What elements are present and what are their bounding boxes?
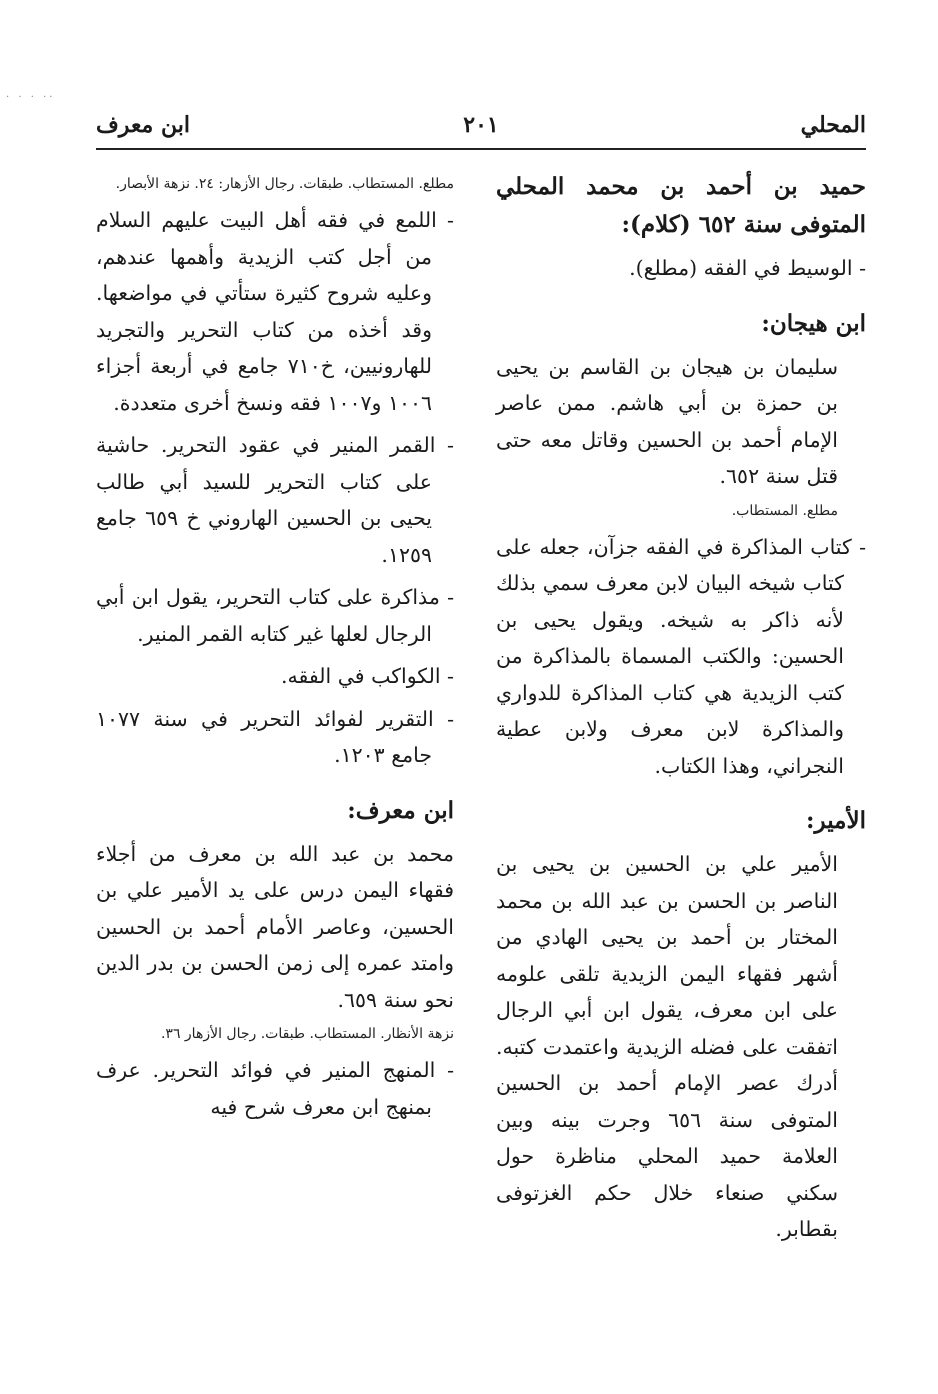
header-right-title: المحلي bbox=[800, 112, 866, 138]
book-item-luma: - اللمع في فقه أهل البيت عليهم السلام من أجل كتب الزيدية وأهمها عندهم، وعليه شروح كثيرة ستأتي في مواضعها. وقد أخذه من كتاب التحرير والتجريد للهارونيين، خ٧١٠ جامع في أربعة أجزاء ١٠٠٦ و١٠٠٧ فقه ونسخ أخرى متعددة. bbox=[96, 208, 454, 415]
book-item-qamar-munir: - القمر المنير في عقود التحرير. حاشية على كتاب التحرير للسيد أبي طالب يحيى بن الحسين الهاروني خ ٦٥٩ جامع ١٢٥٩. bbox=[96, 433, 454, 567]
entry-heading-ibn-hayjan: ابن هيجان: bbox=[761, 309, 866, 337]
header-rule bbox=[96, 148, 866, 150]
bio-amir: الأمير علي بن الحسين بن يحيى بن الناصر بن الحسن بن عبد الله بن محمد المختار بن أحمد بن يحيى الهادي من أشهر فقهاء اليمن الزيدية تلقى علومه على ابن معرف، يقول ابن أبي الرجال اتفقت على فضله الزيدية واعتمدت كتبه. أدرك عصر الإمام أحمد بن الحسين المتوفى سنة ٦٥٦ وجرت بينه وبين العلامة حميد المحلي مناظرة حول سكني صنعاء خلال حكم الغزتوفى بقطابر. bbox=[496, 852, 838, 1241]
book-item-taqrir: - التقرير لفوائد التحرير في سنة ١٠٧٧ جامع ١٢٠٣. bbox=[96, 706, 454, 767]
running-header bbox=[96, 112, 866, 146]
book-item-wasit: - الوسيط في الفقه (مطلع). bbox=[629, 256, 866, 280]
bio-ibn-muarraf: محمد بن عبد الله بن معرف من أجلاء فقهاء اليمن درس على يد الأمير علي بن الحسين، وعاصر الأمام أحمد بن الحسين وامتد عمره إلى زمن الحسن بن بدر الدين نحو سنة ٦٥٩. bbox=[96, 841, 454, 1012]
page-number: ٢٠١ bbox=[463, 112, 499, 138]
header-left-title: ابن معرف bbox=[96, 112, 190, 138]
right-column bbox=[496, 168, 866, 1248]
left-column bbox=[96, 168, 454, 1125]
entry-heading-amir: الأمير: bbox=[806, 807, 866, 834]
entry-heading-humaid: حميد بن أحمد بن محمد المحلي المتوفى سنة ٦٥٢ (كلام): bbox=[496, 173, 866, 238]
book-item-kawakib: - الكواكب في الفقه. bbox=[281, 664, 454, 688]
bio-ibn-hayjan: سليمان بن هيجان بن القاسم بن يحيى بن حمزة بن أبي هاشم. ممن عاصر الإمام أحمد بن الحسين وقاتل معه حتى قتل سنة ٦٥٢. bbox=[496, 354, 838, 488]
sources-ibn-muarraf: نزهة الأنظار. المستطاب. طبقات. رجال الأزهار ٣٦. bbox=[160, 1026, 454, 1042]
book-item-mudhakara-tahrir: - مذاكرة على كتاب التحرير، يقول ابن أبي الرجال لعلها غير كتابه القمر المنير. bbox=[96, 585, 454, 646]
book-item-mudhakara: - كتاب المذاكرة في الفقه جزآن، جعله على كتاب شيخه البيان لابن معرف سمي بذلك لأنه ذاكر به شيخه. ويقول يحيى بن الحسين: والكتب المسماة بالمذاكرة من كتب الزيدية هي كتاب المذاكرة للدواري والمذاكرة لابن معرف ولابن عطية النجراني، وهذا الكتاب. bbox=[496, 534, 866, 778]
sources-amir: مطلع. المستطاب. طبقات. رجال الأزهار: ٢٤. نزهة الأبصار. bbox=[115, 176, 454, 192]
scan-speck: ·· · · · bbox=[6, 92, 56, 103]
book-item-minhaj-munir: - المنهج المنير في فوائد التحرير. عرف بمنهج ابن معرف شرح فيه bbox=[96, 1058, 454, 1119]
sources-ibn-hayjan: مطلع. المستطاب. bbox=[731, 502, 838, 519]
entry-heading-ibn-muarraf: ابن معرف: bbox=[347, 796, 454, 824]
